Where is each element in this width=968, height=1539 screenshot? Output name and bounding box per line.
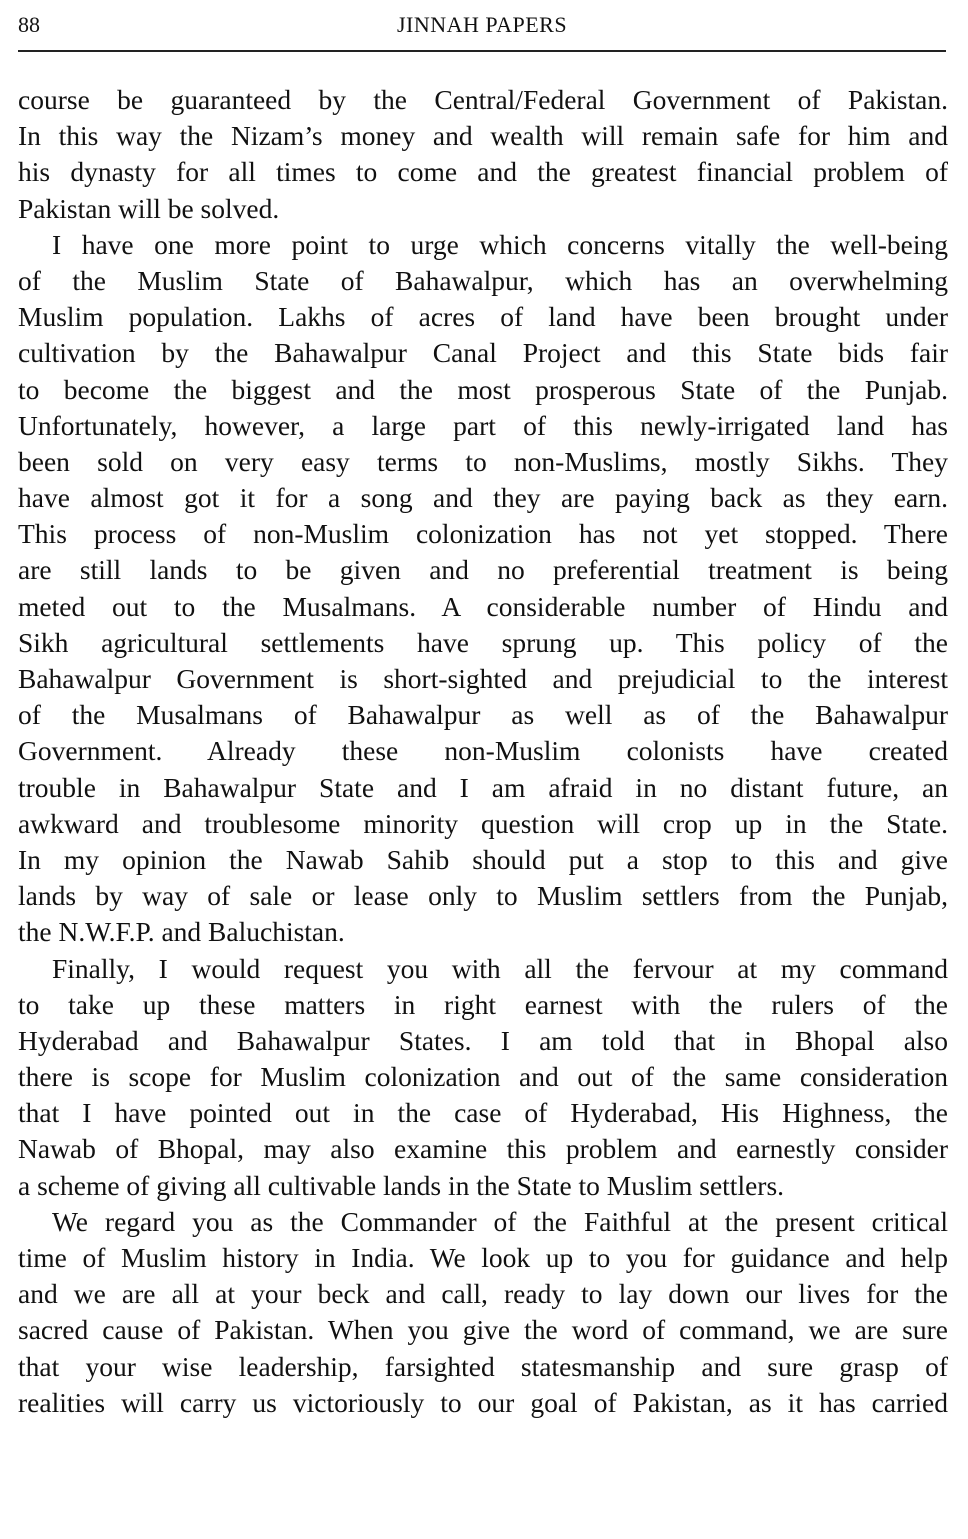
text-line: We regard you as the Commander of the Faithful at the present critical	[52, 1205, 948, 1237]
text-line: time of Muslim history in India. We look up to you for guidance and help	[18, 1242, 948, 1273]
text-line: been sold on very easy terms to non-Muslims, mostly Sikhs. They	[18, 445, 948, 477]
text-line: awkward and troublesome minority question will crop up in the State.	[18, 807, 948, 839]
text-line: of the Musalmans of Bahawalpur as well as of the Bahawalpur	[18, 699, 948, 731]
text-line: of the Muslim State of Bahawalpur, which has an overwhelming	[18, 264, 948, 296]
text-line: I have one more point to urge which concerns vitally the well-being	[52, 228, 948, 260]
text-line: Finally, I would request you with all the fervour at my command	[52, 952, 948, 984]
text-line: sacred cause of Pakistan. When you give the word of command, we are sure	[18, 1314, 948, 1346]
text-line: and we are all at your beck and call, ready to lay down our lives for the	[18, 1278, 948, 1310]
running-head	[18, 10, 946, 52]
text-line: the N.W.F.P. and Baluchistan.	[18, 916, 345, 948]
text-line: Sikh agricultural settlements have sprung up. This policy of the	[18, 626, 948, 658]
text-line: his dynasty for all times to come and the greatest financial problem of	[18, 156, 948, 188]
text-line: Unfortunately, however, a large part of this newly-irrigated land has	[18, 409, 948, 441]
text-line: to become the biggest and the most prosperous State of the Punjab.	[18, 373, 948, 405]
text-line: cultivation by the Bahawalpur Canal Project and this State bids fair	[18, 337, 948, 369]
text-line: Hyderabad and Bahawalpur States. I am told that in Bhopal also	[18, 1024, 948, 1056]
paragraph	[18, 227, 948, 951]
book-title: JINNAH PAPERS	[396, 12, 568, 37]
text-line: have almost got it for a song and they are paying back as they earn.	[18, 482, 948, 514]
text-line: to take up these matters in right earnest with the rulers of the	[18, 988, 948, 1020]
text-line: In this way the Nizam’s money and wealth will remain safe for him and	[18, 120, 948, 152]
text-line: Muslim population. Lakhs of acres of land have been brought under	[18, 301, 948, 333]
body-text	[18, 82, 948, 1421]
text-line: trouble in Bahawalpur State and I am afraid in no distant future, an	[18, 771, 948, 803]
text-line: In my opinion the Nawab Sahib should put a stop to this and give	[18, 843, 948, 875]
text-line: there is scope for Muslim colonization and out of the same consideration	[18, 1061, 948, 1093]
text-line: a scheme of giving all cultivable lands in the State to Muslim settlers.	[18, 1169, 785, 1201]
text-line: that your wise leadership, farsighted statesmanship and sure grasp of	[18, 1350, 948, 1382]
text-line: meted out to the Musalmans. A considerable number of Hindu and	[18, 590, 948, 622]
text-line: lands by way of sale or lease only to Muslim settlers from the Punjab,	[18, 880, 948, 912]
paragraph	[18, 1204, 948, 1421]
paragraph	[18, 82, 948, 227]
text-line: course be guaranteed by the Central/Federal Government of Pakistan.	[18, 84, 948, 115]
text-line: are still lands to be given and no preferential treatment is being	[18, 554, 948, 586]
text-line: Bahawalpur Government is short-sighted and prejudicial to the interest	[18, 663, 948, 694]
text-line: Pakistan will be solved.	[18, 192, 280, 224]
text-line: Nawab of Bhopal, may also examine this problem and earnestly consider	[18, 1133, 948, 1165]
text-line: that I have pointed out in the case of Hyderabad, His Highness, the	[18, 1097, 948, 1129]
text-line: realities will carry us victoriously to our goal of Pakistan, as it has carried	[18, 1386, 948, 1418]
page-number: 88	[18, 12, 40, 37]
text-line: Government. Already these non-Muslim colonists have created	[18, 735, 948, 767]
paragraph	[18, 951, 948, 1204]
text-line: This process of non-Muslim colonization has not yet stopped. There	[18, 518, 948, 550]
